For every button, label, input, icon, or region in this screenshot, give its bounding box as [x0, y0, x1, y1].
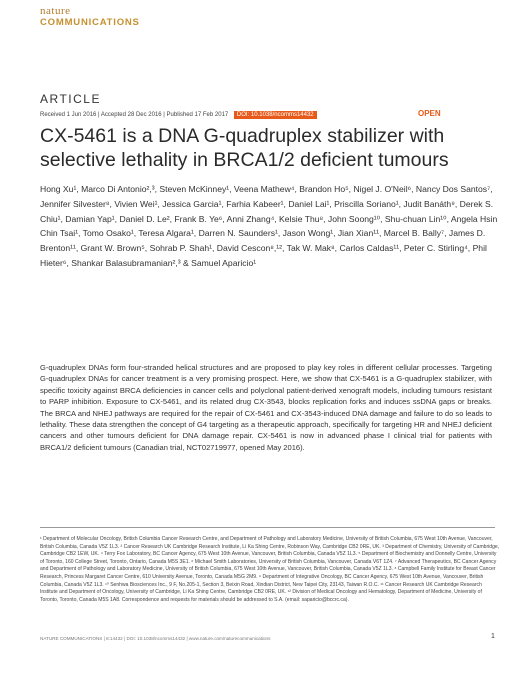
- open-access-label: OPEN: [418, 109, 441, 118]
- page-number: 1: [491, 633, 495, 640]
- article-dates-line: [40, 111, 490, 119]
- author-list: Hong Xu¹, Marco Di Antonio²,³, Steven McKinney¹, Veena Mathew⁴, Brandon Ho⁵, Nigel J. O'Neil⁶, Nancy Dos Santos⁷, Jennifer Silvester⁸, Vivien Wei¹, Jessica Garcia¹, Farhia Kabeer¹, Daniel Lai¹, Priscilla Soriano¹, Judit Banáth⁹, Derek S. Chiu¹, Damian Yap¹, Daniel D. Le², Frank B. Ye⁶, Anni Zhang⁴, Kelsie Thu⁸, John Soong¹⁰, Shu-chuan Lin¹⁰, Angela Hsin Chin Tsai¹, Tomo Osako¹, Teresa Algara¹, Darren N. Saunders¹, Jason Wong¹, Jian Xian¹¹, Marcel B. Bally⁷, James D. Brenton¹¹, Grant W. Brown⁵, Sohrab P. Shah¹, David Cescon⁸,¹², Tak W. Mak⁸, Carlos Caldas¹¹, Peter C. Stirling⁴, Phil Hieter⁶, Shankar Balasubramanian²,³ & Samuel Aparicio¹: [40, 184, 498, 268]
- article-title: CX-5461 is a DNA G-quadruplex stabilizer with selective lethality in BRCA1/2 deficient tumours: [40, 125, 449, 171]
- article-type: ARTICLE: [40, 92, 101, 106]
- logo-line-communications: COMMUNICATIONS: [40, 17, 140, 28]
- journal-logo: [40, 6, 140, 28]
- doi-badge[interactable]: DOI: 10.1038/ncomms14432: [234, 111, 317, 119]
- divider: [40, 527, 495, 528]
- logo-line-nature: nature: [40, 5, 71, 17]
- page-footer: NATURE COMMUNICATIONS | 8:14432 | DOI: 10.1038/ncomms14432 | www.nature.com/naturecommunications: [40, 636, 271, 641]
- article-dates: Received 1 Jun 2016 | Accepted 28 Dec 2016 | Published 17 Feb 2017: [40, 112, 229, 118]
- abstract: G-quadruplex DNAs form four-stranded helical structures and are proposed to play key roles in different cellular processes. Targeting G-quadruplex DNAs for cancer treatment is a very promising prospect. Here, we show that CX-5461 is a G-quadruplex stabilizer, with specific toxicity against BRCA deficiencies in cancer cells and polyclonal patient-derived xenograft models, including tumours resistant to PARP inhibition. Exposure to CX-5461, and its related drug CX-3543, blocks replication forks and induces ssDNA gaps or breaks. The BRCA and NHEJ pathways are required for the repair of CX-5461 and CX-3543-induced DNA damage and failure to do so leads to lethality. These data strengthen the concept of G4 targeting as a therapeutic approach, specifically for targeting HR and NHEJ deficient cancers and other tumours deficient for DNA damage repair. CX-5461 is now in advanced phase I clinical trial for patients with BRCA1/2 deficient tumours (Canadian trial, NCT02719977, opened May 2016).: [40, 363, 492, 452]
- affiliations: ¹ Department of Molecular Oncology, British Columbia Cancer Research Centre, and Department of Pathology and Laboratory Medicine, University of British Columbia, 675 West 10th Avenue, Vancouver, British Columbia, Canada V5Z 1L3. ² Cancer Research UK Cambridge Research Institute, Li Ka Shing Centre, Robinson Way, Cambridge CB2 0RE, UK. ³ Department of Chemistry, University of Cambridge, Cambridge CB2 1EW, UK. ⁴ Terry Fox Laboratory, BC Cancer Agency, 675 West 10th Avenue, Vancouver, British Columbia, Canada V5Z 1L3. ⁵ Department of Biochemistry and Donnelly Centre, University of Toronto, 160 College Street, Toronto, Ontario, Canada M5S 3E1. ⁶ Michael Smith Laboratories, University of British Columbia, Vancouver, Canada V6T 1Z4. ⁷ Advanced Therapeutics, BC Cancer Agency and Department of Pathology and Laboratory Medicine, University of British Columbia, 675 West 10th Avenue, Vancouver, British Columbia, Canada V5Z 1L3. ⁸ Campbell Family Institute for Breast Cancer Research, Princess Margaret Cancer Centre, 610 University Avenue, Toronto, Canada M5G 2M9. ⁹ Department of Integrative Oncology, BC Cancer Agency, 675 West 10th Avenue, Vancouver, British Columbia, Canada V5Z 1L3. ¹⁰ Senhwa Biosciences Inc., 9 F, No.205-1, Section 3, Beixin Road, Xindian District, New Taipei City, 23143, Taiwan R.O.C. ¹¹ Cancer Research UK Cambridge Research Institute and Department of Oncology, University of Cambridge, Li Ka Shing Centre, Cambridge CB2 0RE, UK. ¹² Division of Medical Oncology and Hematology, Department of Medicine, University of Toronto, Toronto, Canada M5S 1A8. Correspondence and requests for materials should be addressed to S.A. (email: saparicio@bccrc.ca).: [40, 536, 500, 603]
